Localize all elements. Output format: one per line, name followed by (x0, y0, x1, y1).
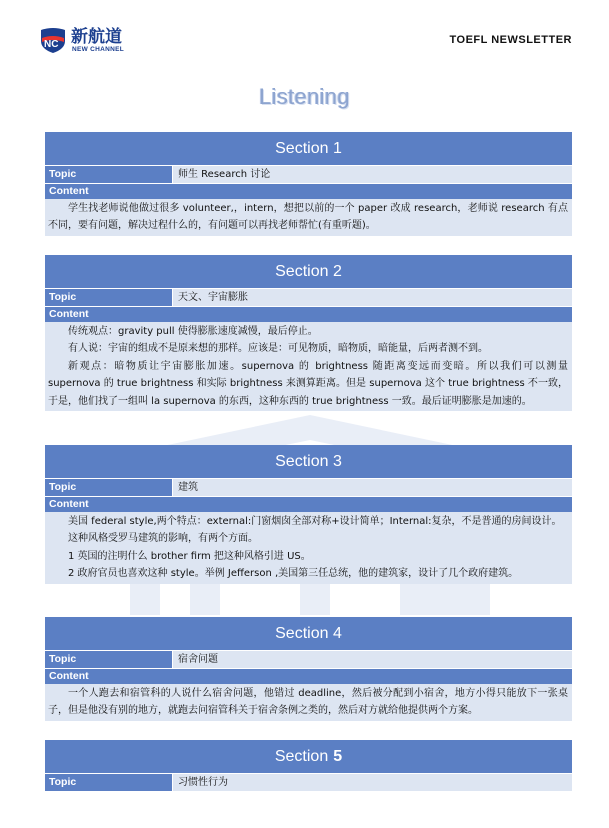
section-label: Section (275, 262, 329, 280)
content-paragraph: 这种风格受罗马建筑的影响，有两个方面。 (68, 533, 258, 545)
topic-label: Topic (45, 479, 172, 496)
topic-value: 宿舍问题 (173, 651, 572, 668)
section-number: 2 (332, 262, 342, 280)
section-3 (45, 445, 572, 584)
content-body (45, 512, 572, 584)
new-channel-logo (39, 27, 139, 55)
section-header (45, 445, 572, 478)
section-label: Section (274, 747, 329, 765)
section-header (45, 740, 572, 773)
content-label: Content (45, 497, 572, 512)
topic-label: Topic (45, 289, 172, 306)
topic-label: Topic (45, 651, 172, 668)
content-body (45, 684, 572, 721)
topic-value: 天文、宇宙膨胀 (173, 289, 572, 306)
content-paragraph: 新观点：暗物质让宇宙膨胀加速。supernova 的 brightness 随距离变远而变暗。所以我们可以测量 supernova 的 true brightness 和实际 brightness 来测算距离。但是 supernova 这个 true brightness 不一致，于是，他们找了一组叫 la supernova 的东西，这种东西的 true brightness 一致。最后证明膨胀是加速的。 (48, 360, 568, 407)
section-label: Section (275, 624, 329, 642)
content-paragraph: 2 政府官员也喜欢这种 style。举例 Jefferson ,美国第三任总统，他的建筑家，设计了几个政府建筑。 (68, 568, 519, 580)
page-header (0, 0, 609, 70)
section-header (45, 255, 572, 288)
topic-value: 习惯性行为 (173, 774, 572, 791)
content-body (45, 322, 572, 411)
content-label: Content (45, 307, 572, 322)
topic-label: Topic (45, 774, 172, 791)
content-label: Content (45, 669, 572, 684)
section-5 (45, 740, 572, 791)
content-paragraph: 美国 federal style,两个特点：external:门窗烟囱全部对称+设计简单；Internal:复杂，不是普通的房间设计。 (68, 516, 562, 527)
content-body (45, 199, 572, 236)
newsletter-label: TOEFL NEWSLETTER (449, 34, 572, 46)
section-4 (45, 617, 572, 721)
svg-text:NC: NC (44, 39, 59, 50)
section-label: Section (275, 452, 329, 470)
logo-en-text: NEW CHANNEL (72, 46, 125, 53)
section-2 (45, 255, 572, 411)
content-label: Content (45, 184, 572, 199)
section-label: Section (275, 139, 329, 157)
content-paragraph: 传统观点：gravity pull 使得膨胀速度减慢，最后停止。 (68, 326, 318, 337)
topic-value: 建筑 (173, 479, 572, 496)
logo-cn-text: 新航道 (71, 27, 122, 47)
section-number: 1 (332, 139, 342, 157)
content-paragraph: 学生找老师说他做过很多 volunteer,，intern，想把以前的一个 paper 改成 research，老师说 research 有点不同，要有问题，解决过程什么的，有问题可以再找老师帮忙(有重听题)。 (48, 203, 568, 232)
logo-mark-icon (39, 27, 67, 53)
page-title: Listening (259, 84, 350, 109)
section-number: 4 (332, 624, 342, 642)
section-header (45, 132, 572, 165)
section-number: 3 (332, 452, 342, 470)
section-1 (45, 132, 572, 236)
content-paragraph: 有人说：宇宙的组成不是原来想的那样。应该是：可见物质，暗物质，暗能量，后两者测不到。 (68, 343, 488, 355)
section-number: 5 (333, 747, 343, 765)
section-header (45, 617, 572, 650)
content-paragraph: 一个人跑去和宿管科的人说什么宿舍问题，他错过 deadline，然后被分配到小宿舍，地方小得只能放下一张桌子，但是他没有别的地方，就跑去问宿管科关于宿舍条例之类的，然后对方就给他提供两个方案。 (48, 688, 568, 717)
content-paragraph: 1 英国的注明什么 brother firm 把这种风格引进 US。 (68, 550, 311, 562)
topic-value: 师生 Research 讨论 (173, 166, 572, 183)
topic-label: Topic (45, 166, 172, 183)
